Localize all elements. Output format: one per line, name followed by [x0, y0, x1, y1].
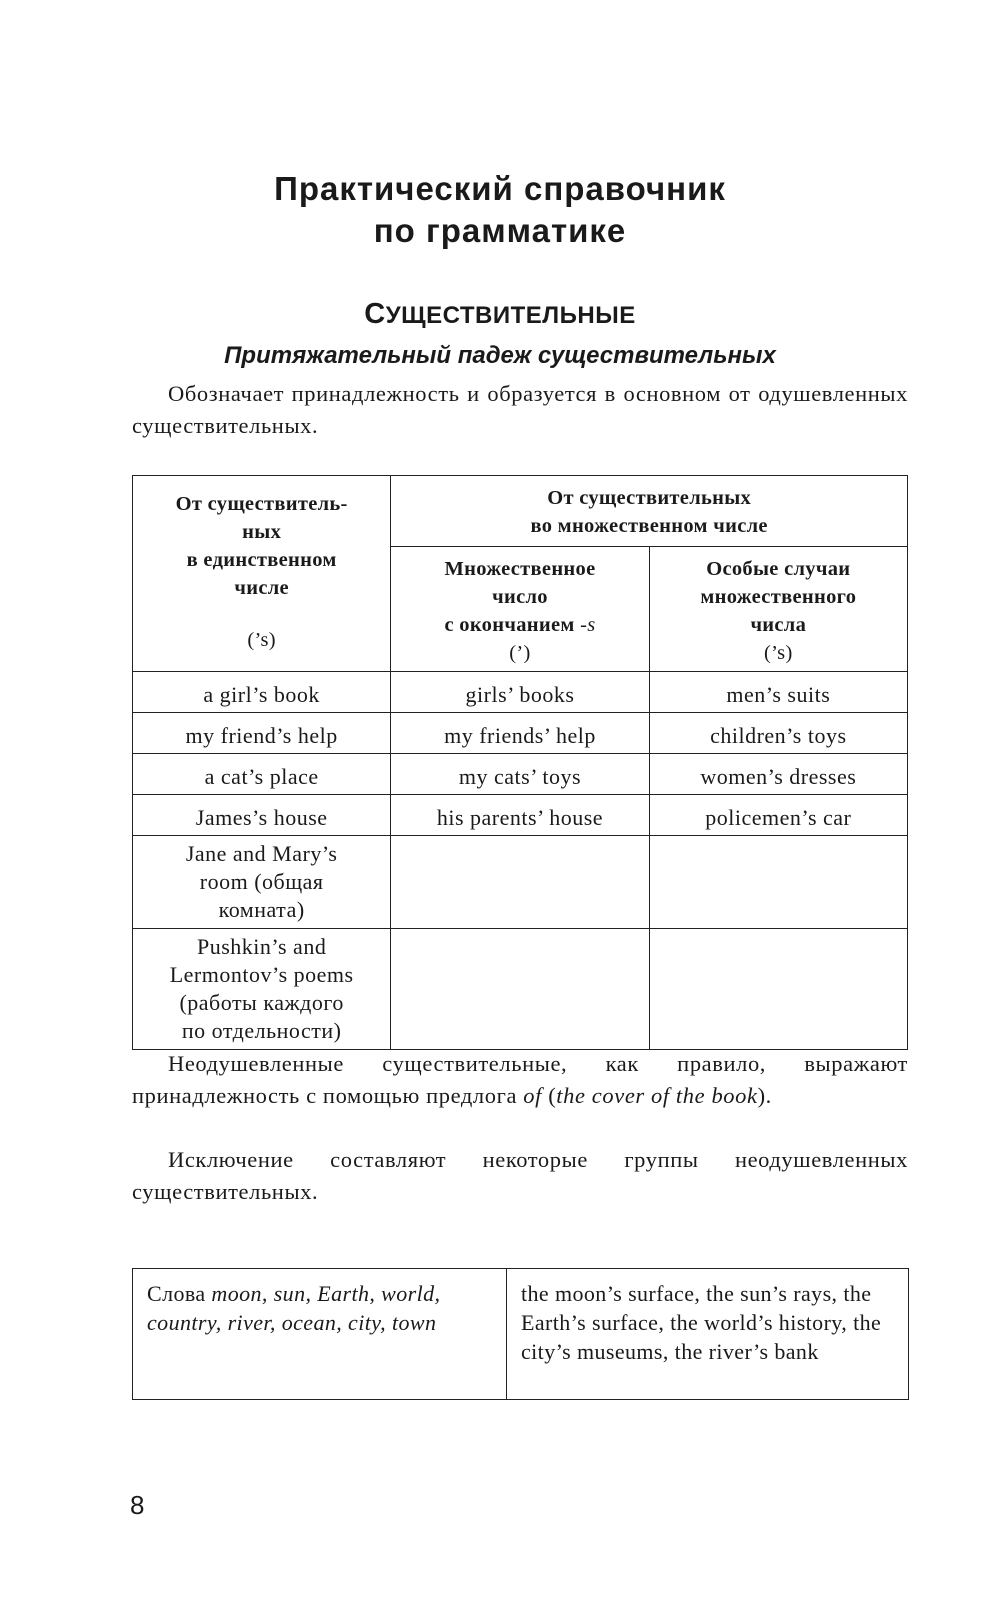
close-paren: ).: [757, 1083, 772, 1108]
table-row-joint: [133, 836, 908, 929]
header-regular-plural-ending: -s: [580, 614, 596, 636]
table-row-separate: [133, 929, 908, 1050]
cell-singular: a girl’s book: [133, 672, 391, 713]
cell-empty: [391, 836, 649, 929]
cell-plural: my cats’ toys: [391, 754, 649, 795]
cell-joint-possession: [133, 836, 391, 929]
header-regular-plural-line2: число: [492, 586, 548, 608]
inanimate-paragraph: [132, 1048, 908, 1112]
separate-line1: Pushkin’s and: [196, 934, 327, 959]
header-singular-suffix: (’s): [247, 629, 276, 651]
table-row: [133, 795, 908, 836]
subsection-title: Притяжательный падеж существительных: [224, 342, 776, 369]
table-row: [133, 754, 908, 795]
header-regular-plural-line1: Множественное: [444, 558, 596, 580]
exception-paragraph: Исключение составляют некоторые группы неодушевленных существительных.: [132, 1147, 908, 1204]
cell-singular: a cat’s place: [133, 754, 391, 795]
joint-line3: комната): [218, 897, 305, 922]
header-special-plural-suffix: (’s): [764, 642, 793, 664]
cell-empty: [649, 836, 907, 929]
cell-special: women’s dresses: [649, 754, 907, 795]
header-special-plural: [649, 547, 907, 672]
header-special-plural-line2: множественного: [700, 586, 857, 608]
table-row: [133, 713, 908, 754]
separate-line4: по отдельности): [181, 1018, 342, 1043]
separate-line2: Lermontov’s poems: [169, 962, 354, 987]
cell-empty: [649, 929, 907, 1050]
cell-empty: [391, 929, 649, 1050]
cell-special: children’s toys: [649, 713, 907, 754]
exception-words-prefix: Слова: [147, 1281, 212, 1306]
exception-words: moon, sun, Earth, world, country, river, ocean, city, town: [147, 1281, 441, 1335]
page-title-line2: по грамматике: [373, 212, 627, 249]
exception-examples-cell: the moon’s surface, the sun’s rays, the Earth’s surface, the world’s history, the city’s museums, the river’s bank: [507, 1269, 909, 1400]
table-row: [133, 672, 908, 713]
cell-plural: my friends’ help: [391, 713, 649, 754]
header-special-plural-line1: Особые случаи: [706, 558, 851, 580]
cell-plural: his parents’ house: [391, 795, 649, 836]
separate-line3: (работы каждого: [179, 990, 344, 1015]
cell-singular: James’s house: [133, 795, 391, 836]
page-title-line1: Практический справочник: [274, 170, 726, 207]
exception-words-cell: [133, 1269, 507, 1400]
header-regular-plural: [391, 547, 649, 672]
header-plural-line1: От существительных: [547, 487, 752, 509]
section-title-initial: С: [364, 298, 386, 330]
possessive-case-table: [132, 475, 908, 1050]
cell-plural: girls’ books: [391, 672, 649, 713]
cell-special: policemen’s car: [649, 795, 907, 836]
preposition-of: of: [523, 1083, 542, 1108]
header-singular-line4: числе: [234, 577, 289, 599]
header-plural-line2: во множественном числе: [530, 515, 768, 537]
cell-special: men’s suits: [649, 672, 907, 713]
joint-line2: room (общая: [199, 869, 324, 894]
header-regular-plural-line3-prefix: с окончанием: [444, 614, 581, 636]
page-number: 8: [130, 1490, 145, 1520]
intro-paragraph: Обозначает принадлежность и образуется в основном от одушевленных существительных.: [132, 381, 908, 438]
page-title: [0, 168, 1000, 252]
inanimate-text: Неодушевленные существительные, как правило, выражают принадлежность с помощью предлога: [132, 1051, 908, 1108]
section-title: [0, 298, 1000, 332]
section-title-rest: УЩЕСТВИТЕЛЬНЫЕ: [385, 302, 636, 329]
exception-table: [132, 1268, 909, 1400]
header-special-plural-line3: числа: [750, 614, 807, 636]
open-paren: (: [541, 1083, 557, 1108]
table-row: [133, 1269, 909, 1400]
cell-separate-possession: [133, 929, 391, 1050]
joint-line1: Jane and Mary’s: [185, 841, 338, 866]
header-singular-line2: ных: [242, 521, 282, 543]
cell-singular: my friend’s help: [133, 713, 391, 754]
header-singular: [133, 476, 391, 672]
header-singular-line1: От существитель-: [175, 493, 348, 515]
header-singular-line3: в единственном: [186, 549, 337, 571]
example-phrase: the cover of the book: [556, 1083, 758, 1108]
header-regular-plural-suffix: (’): [509, 642, 531, 664]
header-regular-plural-line3: [395, 611, 644, 639]
header-plural: [391, 476, 908, 547]
